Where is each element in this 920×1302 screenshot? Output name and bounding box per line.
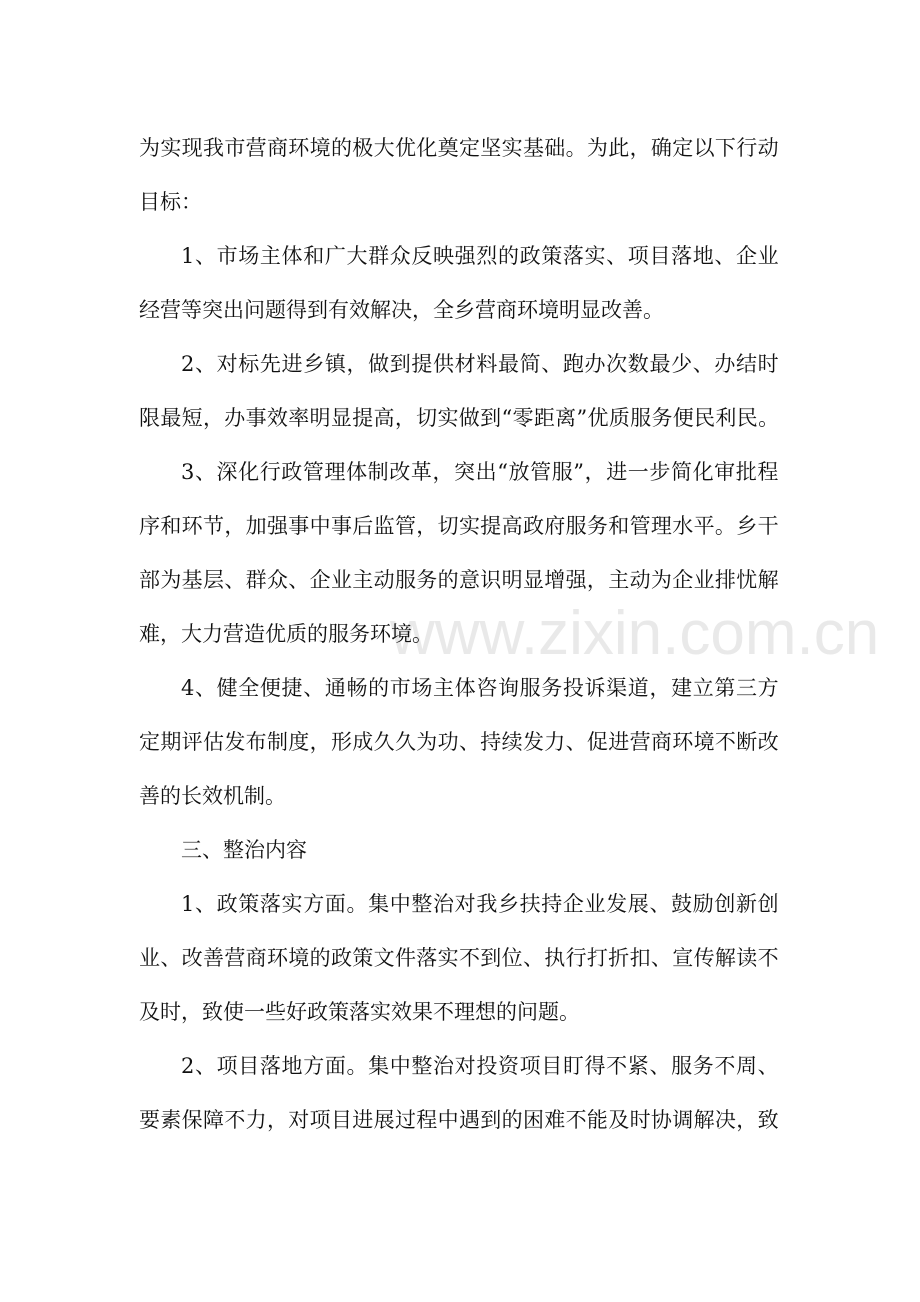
section-heading: 三、整治内容 (181, 838, 307, 862)
paragraph-line: 及时，致使一些好政策落实效果不理想的问题。 (139, 1000, 580, 1024)
paragraph-line: 为实现我市营商环境的极大优化奠定坚实基础。为此，确定以下行动 (139, 136, 779, 160)
paragraph-line: 1、政策落实方面。集中整治对我乡扶持企业发展、鼓励创新创 (181, 892, 780, 916)
paragraph-line: 难，大力营造优质的服务环境。 (139, 622, 433, 646)
paragraph-line: 3、深化行政管理体制改革，突出“放管服”，进一步简化审批程 (181, 460, 779, 484)
paragraph-line: 4、健全便捷、通畅的市场主体咨询服务投诉渠道，建立第三方 (181, 676, 780, 700)
paragraph-line: 目标： (139, 190, 202, 214)
paragraph-line: 2、项目落地方面。集中整治对投资项目盯得不紧、服务不周、 (181, 1054, 780, 1078)
paragraph-line: 要素保障不力，对项目进展过程中遇到的困难不能及时协调解决，致 (139, 1108, 779, 1132)
paragraph-line: 1、市场主体和广大群众反映强烈的政策落实、项目落地、企业 (181, 244, 780, 268)
paragraph-line: 善的长效机制。 (139, 784, 286, 808)
paragraph-line: 限最短，办事效率明显提高，切实做到“零距离”优质服务便民利民。 (139, 406, 780, 430)
paragraph-line: 部为基层、群众、企业主动服务的意识明显增强，主动为企业排忧解 (139, 568, 779, 592)
paragraph-line: 2、对标先进乡镇，做到提供材料最简、跑办次数最少、办结时 (181, 352, 780, 376)
paragraph-line: 业、改善营商环境的政策文件落实不到位、执行打折扣、宣传解读不 (139, 946, 779, 970)
paragraph-line: 序和环节，加强事中事后监管，切实提高政府服务和管理水平。乡干 (139, 514, 779, 538)
watermark: www.zixin.com.cn (390, 599, 880, 668)
paragraph-line: 经营等突出问题得到有效解决，全乡营商环境明显改善。 (139, 298, 664, 322)
paragraph-line: 定期评估发布制度，形成久久为功、持续发力、促进营商环境不断改 (139, 730, 779, 754)
